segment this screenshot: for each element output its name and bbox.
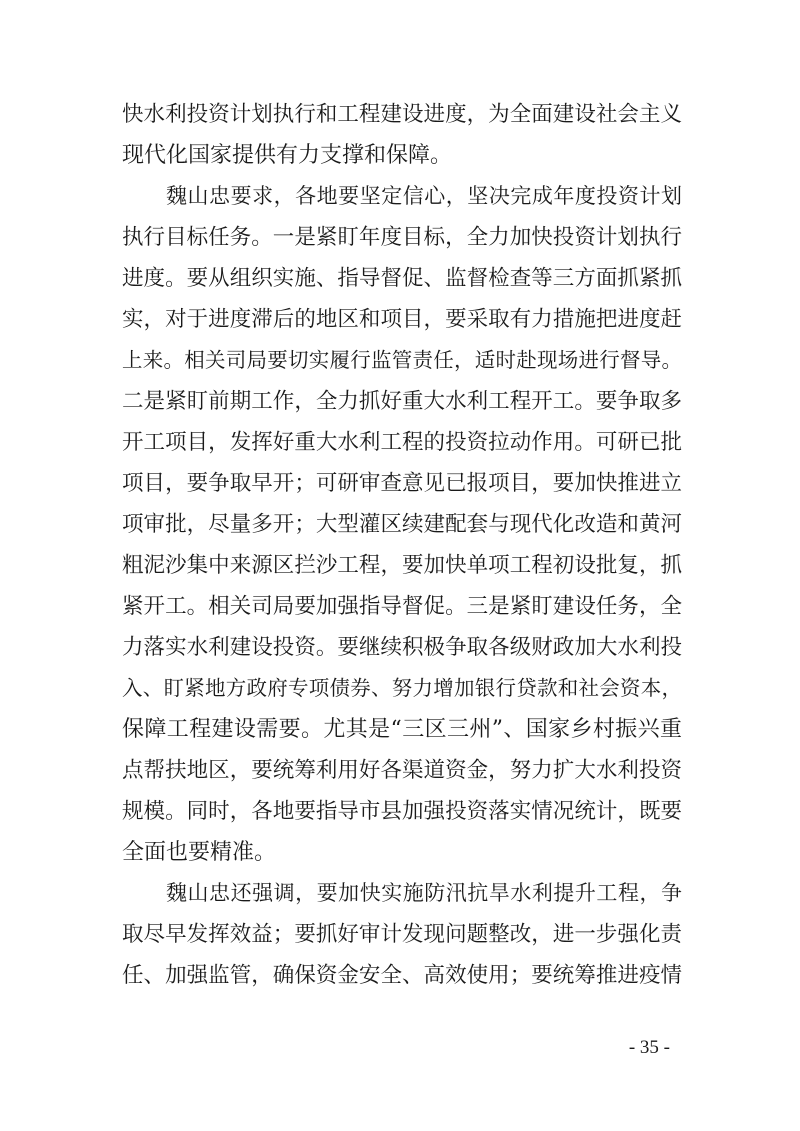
text-line: 入、盯紧地方政府专项债券、努力增加银行贷款和社会资本， [122,676,682,700]
text-line: 现代化国家提供有力支撑和保障。 [122,143,453,168]
text-line: 全面也要精准。 [122,840,277,865]
text-line: 魏山忠还强调，要加快实施防汛抗旱水利提升工程，争 [166,881,682,905]
text-line: 力落实水利建设投资。要继续积极争取各级财政加大水利投 [122,635,682,660]
text-line: 实，对于进度滞后的地区和项目，要采取有力措施把进度赶 [122,307,682,332]
text-line: 任、加强监管，确保资金安全、高效使用；要统筹推进疫情 [122,963,682,988]
text-line: 进度。要从组织实施、指导督促、监督检查等三方面抓紧抓 [122,266,682,291]
page-number: - 35 - [628,1037,670,1058]
text-line: 点帮扶地区，要统筹利用好各渠道资金，努力扩大水利投资 [122,758,682,783]
text-line: 快水利投资计划执行和工程建设进度，为全面建设社会主义 [122,102,682,127]
text-line: 粗泥沙集中来源区拦沙工程，要加快单项工程初设批复，抓 [122,553,682,578]
text-line: 执行目标任务。一是紧盯年度目标，全力加快投资计划执行 [122,225,682,250]
text-line: 项审批，尽量多开；大型灌区续建配套与现代化改造和黄河 [122,512,682,537]
text-line: 取尽早发挥效益；要抓好审计发现问题整改，进一步强化责 [122,922,682,947]
text-line: 保障工程建设需要。尤其是“三区三州”、国家乡村振兴重 [122,717,682,742]
text-line: 紧开工。相关司局要加强指导督促。三是紧盯建设任务，全 [122,594,682,619]
body-text [122,94,682,996]
text-line: 二是紧盯前期工作，全力抓好重大水利工程开工。要争取多 [122,389,682,414]
text-line: 开工项目，发挥好重大水利工程的投资拉动作用。可研已批 [122,430,682,455]
text-line: 规模。同时，各地要指导市县加强投资落实情况统计，既要 [122,799,682,824]
text-line: 上来。相关司局要切实履行监管责任，适时赴现场进行督导。 [122,348,682,372]
text-line: 魏山忠要求，各地要坚定信心，坚决完成年度投资计划 [166,184,682,208]
text-line: 项目，要争取早开；可研审查意见已报项目，要加快推进立 [122,471,682,496]
